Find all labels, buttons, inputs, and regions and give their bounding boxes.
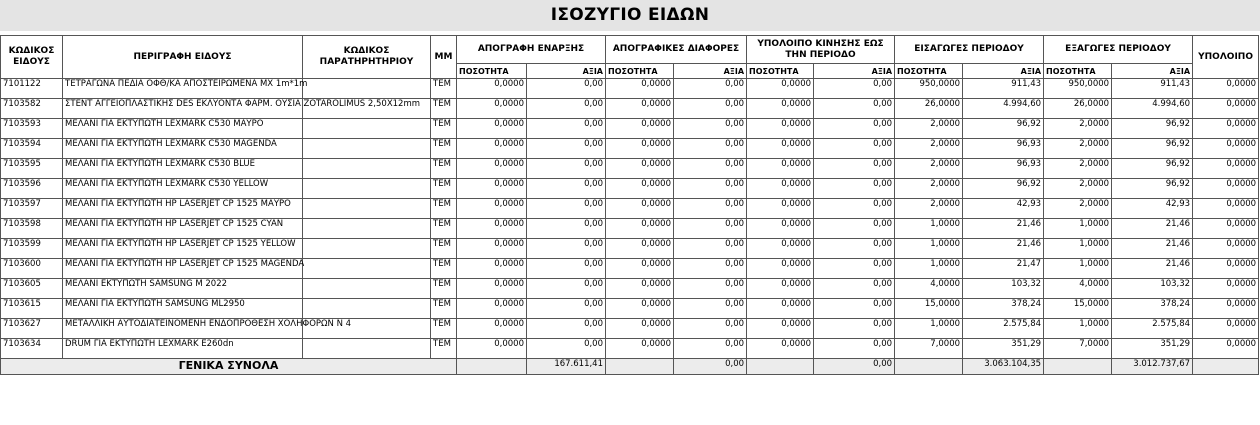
cell-movement-quantity: 0,0000 (747, 179, 814, 199)
cell-imports-value: 103,32 (963, 279, 1044, 299)
cell-opening-value: 0,00 (527, 79, 606, 99)
cell-exports-quantity: 2,0000 (1044, 159, 1112, 179)
cell-observer-code (303, 79, 431, 99)
cell-unit: ΤΕΜ (431, 119, 457, 139)
cell-diff-value: 0,00 (674, 199, 747, 219)
cell-diff-value: 0,00 (674, 139, 747, 159)
table-row (1, 99, 1259, 119)
cell-movement-quantity: 0,0000 (747, 339, 814, 359)
cell-observer-code (303, 339, 431, 359)
report-title: ΙΣΟΖΥΓΙΟ ΕΙΔΩΝ (550, 5, 710, 25)
cell-opening-value: 0,00 (527, 259, 606, 279)
cell-balance: 0,0000 (1193, 179, 1259, 199)
cell-balance: 0,0000 (1193, 219, 1259, 239)
header-item-code: ΚΩΔΙΚΟΣ ΕΙΔΟΥΣ (1, 36, 63, 79)
cell-item-description: ΤΕΤΡΑΓΩΝΑ ΠΕΔΙΑ ΟΦΘ/ΚΑ ΑΠΟΣΤΕΙΡΩΜΕΝΑ ΜΧ 1m*1m (63, 79, 303, 99)
cell-opening-quantity: 0,0000 (457, 279, 527, 299)
cell-diff-value: 0,00 (674, 99, 747, 119)
cell-opening-quantity: 0,0000 (457, 99, 527, 119)
cell-item-description: ΜΕΛΑΝΙ ΓΙΑ ΕΚΤΥΠΩΤΗ LEXMARK C530 BLUE (63, 159, 303, 179)
cell-imports-value: 351,29 (963, 339, 1044, 359)
cell-exports-value: 96,92 (1112, 179, 1193, 199)
cell-opening-quantity: 0,0000 (457, 259, 527, 279)
cell-opening-value: 0,00 (527, 319, 606, 339)
cell-exports-quantity: 26,0000 (1044, 99, 1112, 119)
table-row (1, 299, 1259, 319)
cell-exports-value: 378,24 (1112, 299, 1193, 319)
cell-diff-quantity: 0,0000 (606, 259, 674, 279)
cell-opening-value: 0,00 (527, 179, 606, 199)
cell-item-description: ΜΕΛΑΝΙ ΓΙΑ ΕΚΤΥΠΩΤΗ HP LASERJET CP 1525 CYAN (63, 219, 303, 239)
cell-unit: ΤΕΜ (431, 259, 457, 279)
cell-imports-quantity: 1,0000 (895, 259, 963, 279)
cell-diff-quantity: 0,0000 (606, 199, 674, 219)
cell-imports-quantity: 950,0000 (895, 79, 963, 99)
totals-balance (1193, 359, 1259, 375)
cell-movement-value: 0,00 (814, 79, 895, 99)
table-row (1, 139, 1259, 159)
totals-exports-quantity (1044, 359, 1112, 375)
cell-opening-quantity: 0,0000 (457, 79, 527, 99)
cell-diff-quantity: 0,0000 (606, 279, 674, 299)
cell-opening-quantity: 0,0000 (457, 139, 527, 159)
header-item-description: ΠΕΡΙΓΡΑΦΗ ΕΙΔΟΥΣ (63, 36, 303, 79)
cell-imports-quantity: 2,0000 (895, 159, 963, 179)
table-row (1, 259, 1259, 279)
cell-diff-value: 0,00 (674, 119, 747, 139)
cell-movement-value: 0,00 (814, 339, 895, 359)
report-title-bar (0, 0, 1260, 31)
cell-opening-quantity: 0,0000 (457, 159, 527, 179)
cell-exports-value: 21,46 (1112, 239, 1193, 259)
header-movement-quantity: ΠΟΣΟΤΗΤΑ (747, 64, 814, 79)
cell-imports-quantity: 2,0000 (895, 179, 963, 199)
cell-item-description: ΣΤΕΝΤ ΑΓΓΕΙΟΠΛΑΣΤΙΚΗΣ DES ΕΚΛΥΟΝΤΑ ΦΑΡΜ. ΟΥΣΙΑ ZOTAROLIMUS 2,50X12mm (63, 99, 303, 119)
table-row (1, 319, 1259, 339)
cell-diff-value: 0,00 (674, 299, 747, 319)
cell-opening-quantity: 0,0000 (457, 239, 527, 259)
cell-balance: 0,0000 (1193, 319, 1259, 339)
cell-imports-quantity: 1,0000 (895, 239, 963, 259)
cell-unit: ΤΕΜ (431, 179, 457, 199)
cell-balance: 0,0000 (1193, 139, 1259, 159)
header-imports-quantity: ΠΟΣΟΤΗΤΑ (895, 64, 963, 79)
header-exports-quantity: ΠΟΣΟΤΗΤΑ (1044, 64, 1112, 79)
header-diff-value: ΑΞΙΑ (674, 64, 747, 79)
cell-imports-quantity: 4,0000 (895, 279, 963, 299)
cell-item-code: 7103598 (1, 219, 63, 239)
cell-opening-value: 0,00 (527, 159, 606, 179)
cell-item-description: ΜΕΛΑΝΙ ΓΙΑ ΕΚΤΥΠΩΤΗ HP LASERJET CP 1525 MAGENDA (63, 259, 303, 279)
totals-opening-quantity (457, 359, 527, 375)
cell-observer-code (303, 279, 431, 299)
cell-imports-quantity: 26,0000 (895, 99, 963, 119)
balance-table (0, 35, 1259, 375)
cell-movement-value: 0,00 (814, 259, 895, 279)
cell-diff-value: 0,00 (674, 259, 747, 279)
cell-item-description: ΜΕΛΑΝΙ ΓΙΑ ΕΚΤΥΠΩΤΗ LEXMARK C530 YELLOW (63, 179, 303, 199)
table-row (1, 279, 1259, 299)
cell-movement-quantity: 0,0000 (747, 239, 814, 259)
cell-exports-quantity: 15,0000 (1044, 299, 1112, 319)
cell-exports-value: 96,92 (1112, 119, 1193, 139)
cell-diff-value: 0,00 (674, 239, 747, 259)
cell-balance: 0,0000 (1193, 159, 1259, 179)
cell-balance: 0,0000 (1193, 99, 1259, 119)
cell-exports-quantity: 950,0000 (1044, 79, 1112, 99)
cell-movement-quantity: 0,0000 (747, 119, 814, 139)
cell-item-code: 7103593 (1, 119, 63, 139)
cell-opening-value: 0,00 (527, 99, 606, 119)
cell-movement-quantity: 0,0000 (747, 219, 814, 239)
cell-observer-code (303, 259, 431, 279)
cell-movement-value: 0,00 (814, 299, 895, 319)
cell-observer-code (303, 239, 431, 259)
cell-imports-value: 911,43 (963, 79, 1044, 99)
cell-unit: ΤΕΜ (431, 299, 457, 319)
totals-row (1, 359, 1259, 375)
cell-item-description: DRUM ΓΙΑ ΕΚΤΥΠΩΤΗ LEXMARK E260dn (63, 339, 303, 359)
table-row (1, 219, 1259, 239)
header-opening-quantity: ΠΟΣΟΤΗΤΑ (457, 64, 527, 79)
cell-balance: 0,0000 (1193, 239, 1259, 259)
cell-opening-quantity: 0,0000 (457, 199, 527, 219)
cell-exports-value: 911,43 (1112, 79, 1193, 99)
totals-movement-quantity (747, 359, 814, 375)
cell-imports-quantity: 1,0000 (895, 319, 963, 339)
cell-diff-quantity: 0,0000 (606, 139, 674, 159)
cell-diff-quantity: 0,0000 (606, 159, 674, 179)
cell-observer-code (303, 199, 431, 219)
cell-movement-value: 0,00 (814, 199, 895, 219)
cell-diff-quantity: 0,0000 (606, 99, 674, 119)
cell-observer-code (303, 219, 431, 239)
cell-diff-value: 0,00 (674, 79, 747, 99)
totals-imports-value: 3.063.104,35 (963, 359, 1044, 375)
cell-balance: 0,0000 (1193, 299, 1259, 319)
cell-item-code: 7103627 (1, 319, 63, 339)
header-imports-value: ΑΞΙΑ (963, 64, 1044, 79)
cell-movement-value: 0,00 (814, 119, 895, 139)
table-row (1, 199, 1259, 219)
totals-imports-quantity (895, 359, 963, 375)
cell-movement-quantity: 0,0000 (747, 199, 814, 219)
header-movement-value: ΑΞΙΑ (814, 64, 895, 79)
cell-imports-quantity: 1,0000 (895, 219, 963, 239)
cell-movement-quantity: 0,0000 (747, 299, 814, 319)
cell-imports-value: 96,92 (963, 179, 1044, 199)
cell-opening-quantity: 0,0000 (457, 339, 527, 359)
cell-observer-code (303, 159, 431, 179)
cell-imports-value: 96,93 (963, 139, 1044, 159)
cell-diff-value: 0,00 (674, 279, 747, 299)
cell-diff-value: 0,00 (674, 319, 747, 339)
cell-imports-quantity: 2,0000 (895, 119, 963, 139)
cell-unit: ΤΕΜ (431, 319, 457, 339)
cell-imports-quantity: 2,0000 (895, 139, 963, 159)
cell-exports-quantity: 2,0000 (1044, 199, 1112, 219)
cell-imports-value: 21,47 (963, 259, 1044, 279)
cell-item-code: 7101122 (1, 79, 63, 99)
cell-imports-value: 42,93 (963, 199, 1044, 219)
totals-movement-value: 0,00 (814, 359, 895, 375)
cell-movement-quantity: 0,0000 (747, 259, 814, 279)
cell-opening-value: 0,00 (527, 199, 606, 219)
totals-exports-value: 3.012.737,67 (1112, 359, 1193, 375)
table-row (1, 159, 1259, 179)
cell-imports-quantity: 15,0000 (895, 299, 963, 319)
cell-movement-value: 0,00 (814, 279, 895, 299)
table-header (1, 36, 1259, 79)
cell-diff-value: 0,00 (674, 339, 747, 359)
cell-exports-value: 2.575,84 (1112, 319, 1193, 339)
cell-diff-quantity: 0,0000 (606, 339, 674, 359)
cell-movement-quantity: 0,0000 (747, 159, 814, 179)
cell-observer-code (303, 139, 431, 159)
cell-observer-code (303, 299, 431, 319)
cell-opening-quantity: 0,0000 (457, 219, 527, 239)
cell-balance: 0,0000 (1193, 279, 1259, 299)
cell-item-code: 7103594 (1, 139, 63, 159)
table-row (1, 179, 1259, 199)
cell-exports-value: 21,46 (1112, 259, 1193, 279)
cell-item-code: 7103634 (1, 339, 63, 359)
cell-item-code: 7103595 (1, 159, 63, 179)
cell-observer-code (303, 179, 431, 199)
cell-exports-value: 42,93 (1112, 199, 1193, 219)
header-movement-balance: ΥΠΟΛΟΙΠΟ ΚΙΝΗΣΗΣ ΕΩΣ ΤΗΝ ΠΕΡΙΟΔΟ (747, 36, 895, 64)
table-body (1, 79, 1259, 359)
cell-item-description: ΜΕΛΑΝΙ ΓΙΑ ΕΚΤΥΠΩΤΗ HP LASERJET CP 1525 ΜΑΥΡΟ (63, 199, 303, 219)
cell-exports-quantity: 1,0000 (1044, 239, 1112, 259)
table-row (1, 339, 1259, 359)
cell-diff-quantity: 0,0000 (606, 219, 674, 239)
cell-exports-quantity: 7,0000 (1044, 339, 1112, 359)
cell-imports-value: 96,93 (963, 159, 1044, 179)
cell-unit: ΤΕΜ (431, 239, 457, 259)
cell-diff-quantity: 0,0000 (606, 79, 674, 99)
cell-balance: 0,0000 (1193, 339, 1259, 359)
cell-opening-value: 0,00 (527, 279, 606, 299)
cell-item-description: ΜΕΛΑΝΙ ΓΙΑ ΕΚΤΥΠΩΤΗ HP LASERJET CP 1525 YELLOW (63, 239, 303, 259)
header-inventory-differences: ΑΠΟΓΡΑΦΙΚΕΣ ΔΙΑΦΟΡΕΣ (606, 36, 747, 64)
cell-item-description: ΜΕΛΑΝΙ ΓΙΑ ΕΚΤΥΠΩΤΗ LEXMARK C530 ΜΑΥΡΟ (63, 119, 303, 139)
table-row (1, 79, 1259, 99)
header-observer-code: ΚΩΔΙΚΟΣ ΠΑΡΑΤΗΡΗΤΗΡΙΟΥ (303, 36, 431, 79)
cell-diff-quantity: 0,0000 (606, 319, 674, 339)
cell-item-code: 7103582 (1, 99, 63, 119)
cell-opening-value: 0,00 (527, 339, 606, 359)
cell-movement-quantity: 0,0000 (747, 79, 814, 99)
cell-exports-quantity: 2,0000 (1044, 139, 1112, 159)
cell-movement-value: 0,00 (814, 139, 895, 159)
cell-opening-value: 0,00 (527, 139, 606, 159)
cell-exports-value: 21,46 (1112, 219, 1193, 239)
cell-opening-value: 0,00 (527, 299, 606, 319)
cell-imports-quantity: 7,0000 (895, 339, 963, 359)
cell-opening-value: 0,00 (527, 239, 606, 259)
cell-unit: ΤΕΜ (431, 99, 457, 119)
cell-diff-value: 0,00 (674, 179, 747, 199)
header-period-imports: ΕΙΣΑΓΩΓΕΣ ΠΕΡΙΟΔΟΥ (895, 36, 1044, 64)
table-row (1, 119, 1259, 139)
cell-item-description: ΜΕΛΑΝΙ ΕΚΤΥΠΩΤΗ SAMSUNG M 2022 (63, 279, 303, 299)
cell-movement-value: 0,00 (814, 159, 895, 179)
cell-movement-value: 0,00 (814, 99, 895, 119)
cell-item-code: 7103597 (1, 199, 63, 219)
header-opening-inventory: ΑΠΟΓΡΑΦΗ ΕΝΑΡΞΗΣ (457, 36, 606, 64)
cell-movement-quantity: 0,0000 (747, 279, 814, 299)
cell-balance: 0,0000 (1193, 119, 1259, 139)
cell-movement-quantity: 0,0000 (747, 99, 814, 119)
cell-unit: ΤΕΜ (431, 339, 457, 359)
cell-movement-quantity: 0,0000 (747, 319, 814, 339)
cell-opening-value: 0,00 (527, 119, 606, 139)
cell-diff-value: 0,00 (674, 159, 747, 179)
table-row (1, 239, 1259, 259)
cell-opening-value: 0,00 (527, 219, 606, 239)
cell-item-code: 7103600 (1, 259, 63, 279)
totals-label: ΓΕΝΙΚΑ ΣΥΝΟΛΑ (1, 359, 457, 375)
header-balance: ΥΠΟΛΟΙΠΟ (1193, 36, 1259, 79)
cell-imports-value: 378,24 (963, 299, 1044, 319)
cell-exports-value: 96,92 (1112, 159, 1193, 179)
cell-exports-value: 351,29 (1112, 339, 1193, 359)
totals-diff-value: 0,00 (674, 359, 747, 375)
cell-item-description: ΜΕΤΑΛΛΙΚΗ ΑΥΤΟΔΙΑΤΕΙΝΟΜΕΝΗ ΕΝΔΟΠΡΟΘΕΣΗ ΧΟΛΗΦΟΡΩΝ Ν 4 (63, 319, 303, 339)
header-period-exports: ΕΞΑΓΩΓΕΣ ΠΕΡΙΟΔΟΥ (1044, 36, 1193, 64)
cell-unit: ΤΕΜ (431, 279, 457, 299)
cell-unit: ΤΕΜ (431, 159, 457, 179)
cell-unit: ΤΕΜ (431, 79, 457, 99)
cell-opening-quantity: 0,0000 (457, 319, 527, 339)
totals-diff-quantity (606, 359, 674, 375)
cell-item-code: 7103605 (1, 279, 63, 299)
cell-movement-value: 0,00 (814, 179, 895, 199)
header-diff-quantity: ΠΟΣΟΤΗΤΑ (606, 64, 674, 79)
cell-balance: 0,0000 (1193, 79, 1259, 99)
cell-item-code: 7103599 (1, 239, 63, 259)
cell-imports-value: 21,46 (963, 239, 1044, 259)
cell-exports-value: 103,32 (1112, 279, 1193, 299)
cell-unit: ΤΕΜ (431, 139, 457, 159)
cell-item-code: 7103615 (1, 299, 63, 319)
cell-exports-quantity: 2,0000 (1044, 179, 1112, 199)
cell-imports-value: 96,92 (963, 119, 1044, 139)
cell-unit: ΤΕΜ (431, 219, 457, 239)
cell-movement-value: 0,00 (814, 319, 895, 339)
cell-diff-value: 0,00 (674, 219, 747, 239)
cell-diff-quantity: 0,0000 (606, 299, 674, 319)
cell-movement-value: 0,00 (814, 219, 895, 239)
cell-balance: 0,0000 (1193, 259, 1259, 279)
cell-diff-quantity: 0,0000 (606, 119, 674, 139)
cell-imports-value: 2.575,84 (963, 319, 1044, 339)
cell-item-code: 7103596 (1, 179, 63, 199)
cell-unit: ΤΕΜ (431, 199, 457, 219)
cell-observer-code (303, 119, 431, 139)
cell-exports-value: 4.994,60 (1112, 99, 1193, 119)
totals-opening-value: 167.611,41 (527, 359, 606, 375)
cell-imports-quantity: 2,0000 (895, 199, 963, 219)
cell-item-description: ΜΕΛΑΝΙ ΓΙΑ ΕΚΤΥΠΩΤΗ SAMSUNG ML2950 (63, 299, 303, 319)
cell-opening-quantity: 0,0000 (457, 119, 527, 139)
cell-exports-quantity: 2,0000 (1044, 119, 1112, 139)
cell-exports-quantity: 1,0000 (1044, 319, 1112, 339)
cell-exports-quantity: 4,0000 (1044, 279, 1112, 299)
header-exports-value: ΑΞΙΑ (1112, 64, 1193, 79)
cell-opening-quantity: 0,0000 (457, 179, 527, 199)
header-opening-value: ΑΞΙΑ (527, 64, 606, 79)
cell-imports-value: 4.994,60 (963, 99, 1044, 119)
cell-item-description: ΜΕΛΑΝΙ ΓΙΑ ΕΚΤΥΠΩΤΗ LEXMARK C530 MAGENDA (63, 139, 303, 159)
cell-exports-value: 96,92 (1112, 139, 1193, 159)
cell-diff-quantity: 0,0000 (606, 179, 674, 199)
cell-imports-value: 21,46 (963, 219, 1044, 239)
cell-movement-value: 0,00 (814, 239, 895, 259)
cell-opening-quantity: 0,0000 (457, 299, 527, 319)
cell-exports-quantity: 1,0000 (1044, 259, 1112, 279)
cell-balance: 0,0000 (1193, 199, 1259, 219)
header-unit: ΜΜ (431, 36, 457, 79)
cell-movement-quantity: 0,0000 (747, 139, 814, 159)
cell-exports-quantity: 1,0000 (1044, 219, 1112, 239)
cell-diff-quantity: 0,0000 (606, 239, 674, 259)
